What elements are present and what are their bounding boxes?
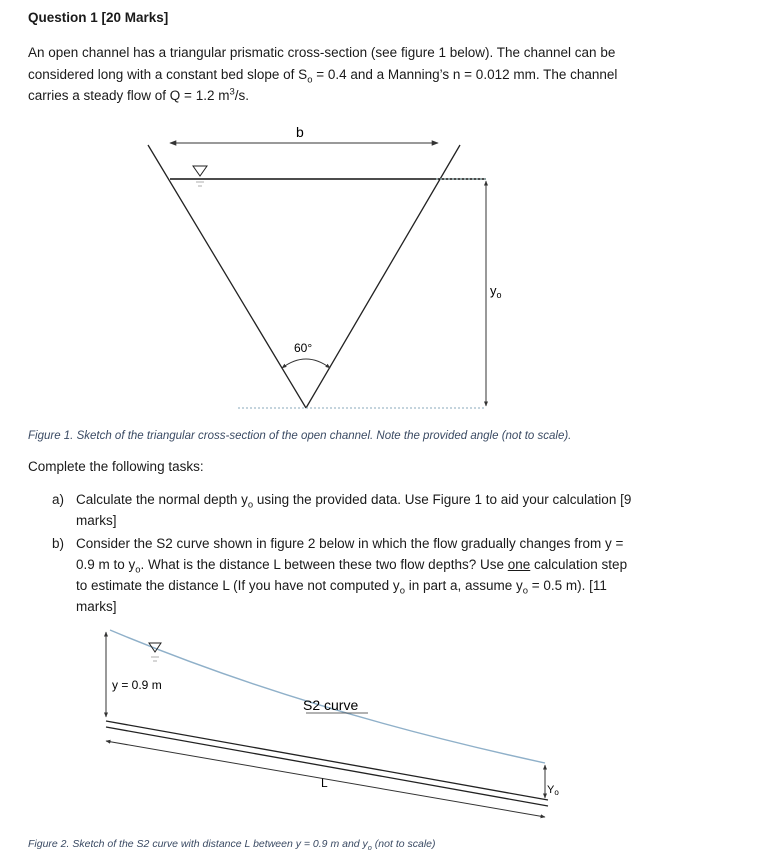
water-level-triangle-icon <box>149 643 161 661</box>
label-s2-curve: S2 curve <box>303 697 359 713</box>
problem-statement: An open channel has a triangular prismatic cross-section (see figure 1 below). The channel can be considered long with a constant bed slope of $S_o = 0.4$ and a Manning’s n = 0.012 mm. The channel carries a steady flow of Q = 1.2 $m^3/s$. <box>28 45 618 103</box>
label-L: L <box>321 776 328 790</box>
label-b: b <box>296 124 304 140</box>
task-b: b) Consider the S2 curve shown in figure 2 below in which the flow gradually changes from y = 0.9 m to $y_o$. What is the distance L between these two flow depths? Use one calculation step to estimate the distance L (If you have not computed $y_o$ in part a, assume $y_o = 0.5$ m). [11 marks] <box>52 536 628 614</box>
channel-bed-lower <box>106 727 548 806</box>
task-a: a) Calculate the normal depth $y_o$ using the provided data. Use Figure 1 to aid your calculation [9 marks] <box>52 492 632 528</box>
figure-2-s2-curve <box>0 615 780 835</box>
angle-arc <box>282 359 330 368</box>
question-title: Question 1 [20 Marks] <box>28 10 169 25</box>
figure-2-caption: Figure 2. Sketch of the S2 curve with distance L between y = 0.9 m and $y_o$ (not to scale) <box>28 838 436 853</box>
channel-right-wall <box>306 145 460 408</box>
label-angle: 60° <box>294 341 313 355</box>
channel-left-wall <box>148 145 306 408</box>
label-yo: Yo <box>547 784 559 797</box>
label-y09: y = 0.9 m <box>112 678 162 692</box>
figure-1-caption: Figure 1. Sketch of the triangular cross-section of the open channel. Note the provided angle (not to scale). <box>28 430 572 442</box>
tasks-heading: Complete the following tasks: <box>28 459 204 474</box>
label-yo: $y_o$ <box>490 283 502 300</box>
task-list <box>52 489 642 619</box>
water-level-triangle-icon <box>193 166 207 186</box>
